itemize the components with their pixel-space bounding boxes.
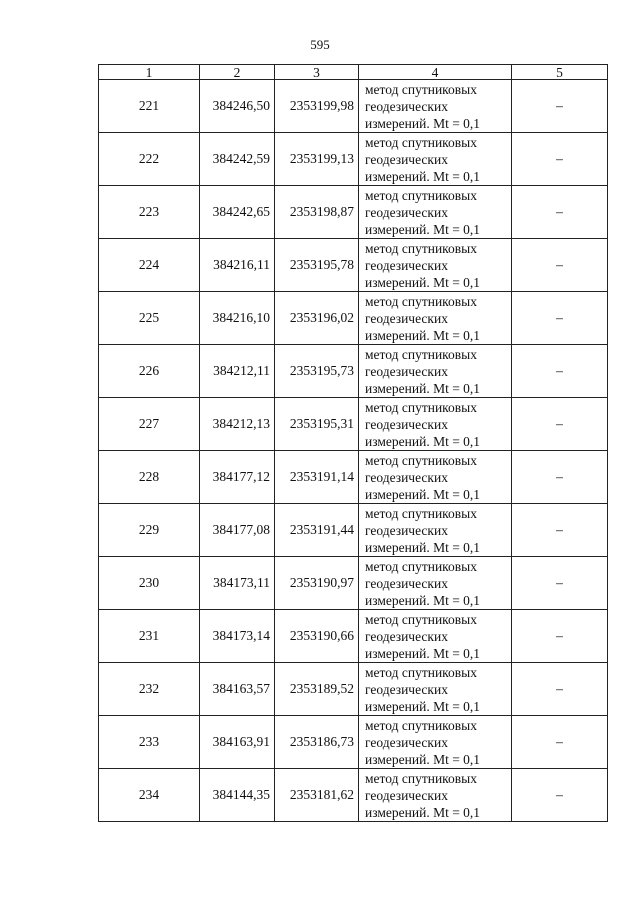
x-coordinate-cell: 384177,12 [200, 451, 275, 504]
x-coordinate-cell: 384216,10 [200, 292, 275, 345]
method-text-line: измерений. Mt = 0,1 [365, 115, 481, 131]
point-number-cell: 227 [99, 398, 200, 451]
y-coordinate-cell: 2353190,66 [275, 610, 359, 663]
method-cell [359, 186, 512, 239]
note-cell: – [512, 239, 608, 292]
method-cell [359, 398, 512, 451]
method-text-line: метод спутниковых [365, 399, 477, 415]
method-text-line: геодезических [365, 98, 448, 114]
page-number: 595 [310, 37, 330, 52]
method-text-line: измерений. Mt = 0,1 [365, 327, 481, 343]
y-coordinate-cell: 2353196,02 [275, 292, 359, 345]
point-number-cell: 228 [99, 451, 200, 504]
method-text-line: геодезических [365, 628, 448, 644]
method-cell [359, 80, 512, 133]
method-text-line: геодезических [365, 310, 448, 326]
method-text-line: метод спутниковых [365, 240, 477, 256]
point-number-cell: 223 [99, 186, 200, 239]
y-coordinate-cell: 2353199,98 [275, 80, 359, 133]
method-text-line: геодезических [365, 734, 448, 750]
column-header-3: 3 [275, 65, 359, 80]
table-row [99, 239, 608, 292]
method-text-line: геодезических [365, 681, 448, 697]
method-text-line: метод спутниковых [365, 293, 477, 309]
method-text-line: измерений. Mt = 0,1 [365, 221, 481, 237]
table-row [99, 716, 608, 769]
method-text-line: измерений. Mt = 0,1 [365, 380, 481, 396]
method-text-line: метод спутниковых [365, 187, 477, 203]
note-cell: – [512, 610, 608, 663]
method-text-line: измерений. Mt = 0,1 [365, 486, 481, 502]
method-cell [359, 133, 512, 186]
method-cell [359, 239, 512, 292]
coordinates-table [98, 64, 608, 822]
method-text-line: метод спутниковых [365, 81, 477, 97]
method-text-line: метод спутниковых [365, 346, 477, 362]
method-text-line: геодезических [365, 522, 448, 538]
point-number-cell: 232 [99, 663, 200, 716]
point-number-cell: 231 [99, 610, 200, 663]
note-cell: – [512, 769, 608, 822]
y-coordinate-cell: 2353195,78 [275, 239, 359, 292]
note-cell: – [512, 451, 608, 504]
method-text-line: метод спутниковых [365, 505, 477, 521]
method-text-line: измерений. Mt = 0,1 [365, 592, 481, 608]
y-coordinate-cell: 2353191,44 [275, 504, 359, 557]
y-coordinate-cell: 2353195,31 [275, 398, 359, 451]
y-coordinate-cell: 2353190,97 [275, 557, 359, 610]
note-cell: – [512, 716, 608, 769]
method-text-line: метод спутниковых [365, 611, 477, 627]
method-text-line: метод спутниковых [365, 717, 477, 733]
method-text-line: измерений. Mt = 0,1 [365, 698, 481, 714]
column-header-1: 1 [99, 65, 200, 80]
method-text-line: геодезических [365, 204, 448, 220]
method-text-line: измерений. Mt = 0,1 [365, 804, 481, 820]
method-text-line: измерений. Mt = 0,1 [365, 274, 481, 290]
table-row [99, 557, 608, 610]
table-row [99, 80, 608, 133]
method-cell [359, 345, 512, 398]
method-text-line: метод спутниковых [365, 558, 477, 574]
x-coordinate-cell: 384242,59 [200, 133, 275, 186]
x-coordinate-cell: 384163,91 [200, 716, 275, 769]
method-text-line: измерений. Mt = 0,1 [365, 645, 481, 661]
method-text-line: измерений. Mt = 0,1 [365, 751, 481, 767]
point-number-cell: 234 [99, 769, 200, 822]
method-text-line: метод спутниковых [365, 664, 477, 680]
table-row [99, 504, 608, 557]
table-row [99, 610, 608, 663]
note-cell: – [512, 504, 608, 557]
x-coordinate-cell: 384144,35 [200, 769, 275, 822]
point-number-cell: 233 [99, 716, 200, 769]
method-text-line: геодезических [365, 575, 448, 591]
note-cell: – [512, 186, 608, 239]
method-text-line: метод спутниковых [365, 134, 477, 150]
note-cell: – [512, 557, 608, 610]
y-coordinate-cell: 2353199,13 [275, 133, 359, 186]
point-number-cell: 230 [99, 557, 200, 610]
method-cell [359, 663, 512, 716]
y-coordinate-cell: 2353189,52 [275, 663, 359, 716]
method-text-line: геодезических [365, 151, 448, 167]
x-coordinate-cell: 384163,57 [200, 663, 275, 716]
column-header-5: 5 [512, 65, 608, 80]
table-row [99, 451, 608, 504]
x-coordinate-cell: 384177,08 [200, 504, 275, 557]
column-header-4: 4 [359, 65, 512, 80]
note-cell: – [512, 80, 608, 133]
x-coordinate-cell: 384242,65 [200, 186, 275, 239]
table-row [99, 769, 608, 822]
y-coordinate-cell: 2353198,87 [275, 186, 359, 239]
note-cell: – [512, 292, 608, 345]
table-row [99, 663, 608, 716]
method-cell [359, 557, 512, 610]
y-coordinate-cell: 2353181,62 [275, 769, 359, 822]
table-row [99, 398, 608, 451]
method-text-line: геодезических [365, 363, 448, 379]
point-number-cell: 222 [99, 133, 200, 186]
method-text-line: измерений. Mt = 0,1 [365, 539, 481, 555]
y-coordinate-cell: 2353186,73 [275, 716, 359, 769]
method-text-line: геодезических [365, 787, 448, 803]
method-cell [359, 610, 512, 663]
method-cell [359, 292, 512, 345]
method-text-line: метод спутниковых [365, 770, 477, 786]
point-number-cell: 224 [99, 239, 200, 292]
table-header-row [99, 65, 608, 80]
x-coordinate-cell: 384216,11 [200, 239, 275, 292]
y-coordinate-cell: 2353195,73 [275, 345, 359, 398]
method-cell [359, 769, 512, 822]
y-coordinate-cell: 2353191,14 [275, 451, 359, 504]
method-text-line: геодезических [365, 469, 448, 485]
method-text-line: метод спутниковых [365, 452, 477, 468]
point-number-cell: 226 [99, 345, 200, 398]
method-text-line: измерений. Mt = 0,1 [365, 168, 481, 184]
point-number-cell: 229 [99, 504, 200, 557]
table-row [99, 345, 608, 398]
x-coordinate-cell: 384173,11 [200, 557, 275, 610]
x-coordinate-cell: 384212,13 [200, 398, 275, 451]
table-row [99, 292, 608, 345]
table-row [99, 133, 608, 186]
column-header-2: 2 [200, 65, 275, 80]
method-cell [359, 451, 512, 504]
point-number-cell: 221 [99, 80, 200, 133]
table-body [99, 80, 608, 822]
x-coordinate-cell: 384246,50 [200, 80, 275, 133]
x-coordinate-cell: 384173,14 [200, 610, 275, 663]
method-text-line: геодезических [365, 257, 448, 273]
point-number-cell: 225 [99, 292, 200, 345]
note-cell: – [512, 133, 608, 186]
method-text-line: измерений. Mt = 0,1 [365, 433, 481, 449]
note-cell: – [512, 345, 608, 398]
table-row [99, 186, 608, 239]
method-cell [359, 504, 512, 557]
note-cell: – [512, 663, 608, 716]
method-cell [359, 716, 512, 769]
method-text-line: геодезических [365, 416, 448, 432]
note-cell: – [512, 398, 608, 451]
x-coordinate-cell: 384212,11 [200, 345, 275, 398]
